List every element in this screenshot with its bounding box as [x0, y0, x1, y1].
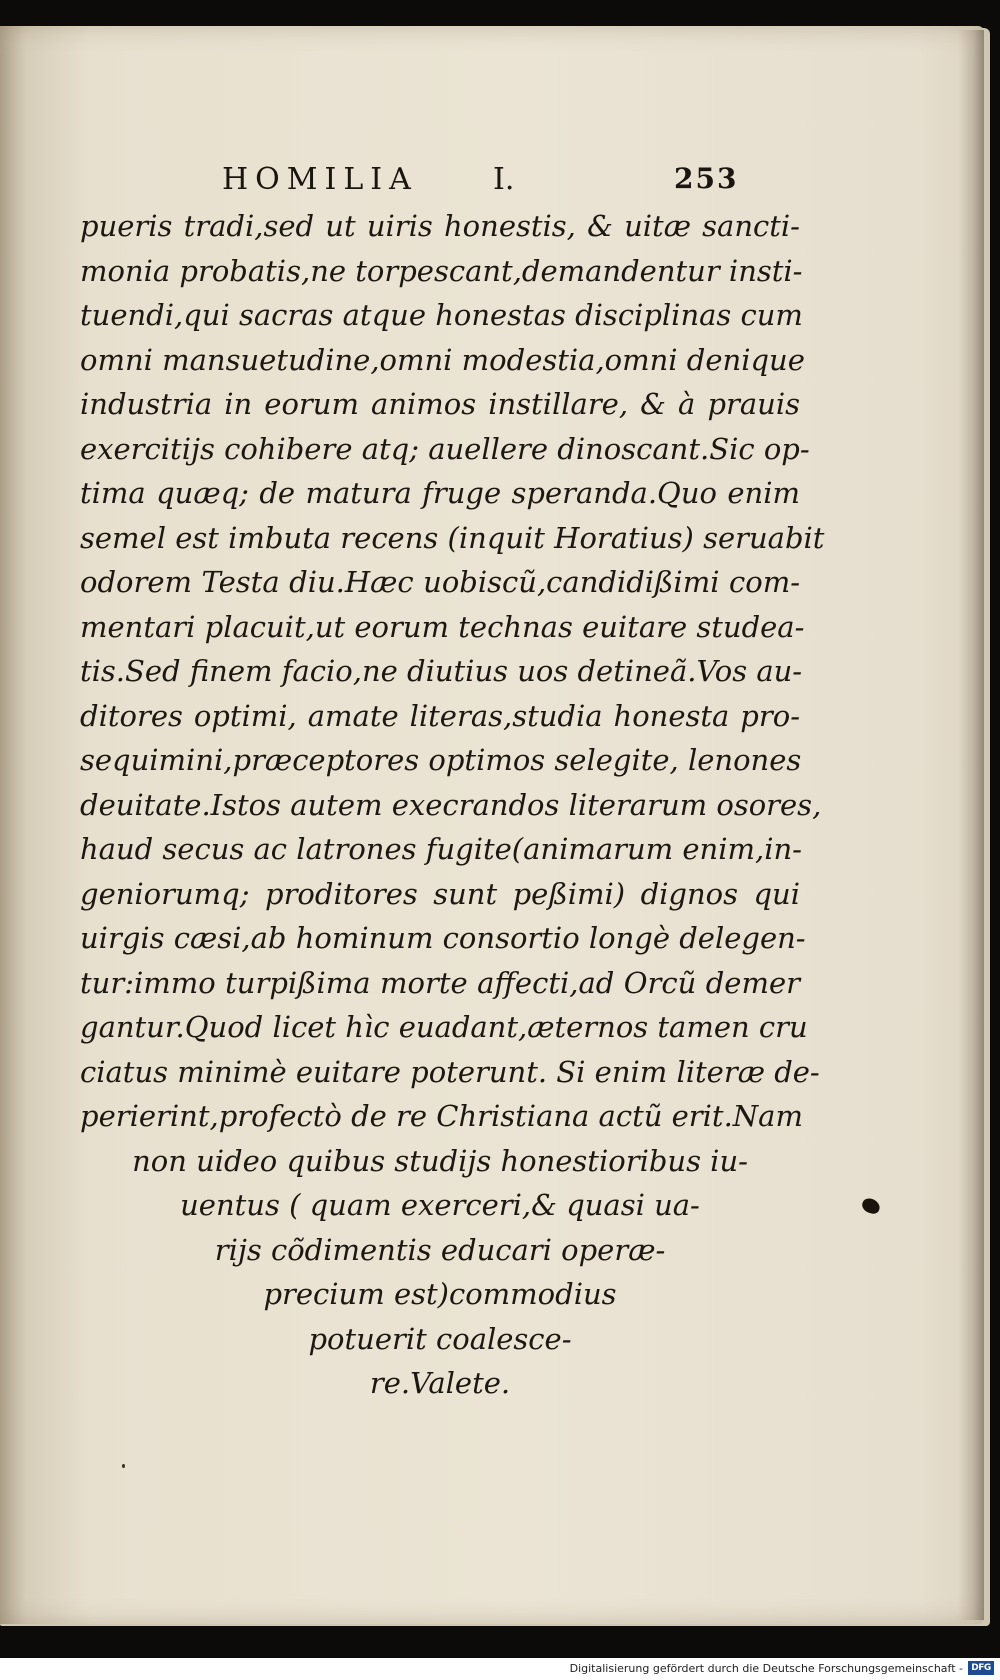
text-line — [80, 338, 805, 383]
text-line-content: industria in eorum animos instillare, & à prauis — [80, 387, 800, 421]
closing-line — [80, 1228, 800, 1273]
text-line — [80, 961, 800, 1006]
running-head — [0, 162, 984, 202]
text-line — [80, 1094, 803, 1139]
text-line — [80, 1005, 808, 1050]
text-line — [80, 1050, 820, 1095]
text-line-content: tuendi,qui sacras atque honestas disciplinas cum — [80, 298, 803, 332]
text-line-content: tis.Sed finem facio,ne diutius uos detineã.Vos au- — [80, 654, 803, 688]
text-line — [80, 872, 800, 917]
closing-line — [80, 1317, 800, 1362]
text-line — [80, 471, 800, 516]
text-line — [80, 649, 803, 694]
closing-line-content: potuerit coalesce- — [308, 1321, 572, 1356]
closing-line-content: precium est)commodius — [263, 1277, 617, 1311]
text-line-content: uirgis cæsi,ab hominum consortio longè delegen- — [80, 921, 806, 955]
text-line — [80, 560, 800, 605]
text-line-content: omni mansuetudine,omni modestia,omni denique — [80, 342, 805, 377]
homily-number: I. — [493, 162, 515, 197]
text-line-content: exercitijs cohibere atq; auellere dinoscant.Sic op- — [80, 431, 810, 466]
text-line — [80, 694, 800, 739]
book-page — [0, 26, 984, 1624]
text-line — [80, 605, 805, 650]
ink-blot — [860, 1196, 882, 1215]
text-line — [80, 293, 803, 338]
dfg-logo: DFG — [968, 1661, 994, 1675]
text-line — [80, 249, 803, 294]
text-line-content: ciatus minimè euitare poterunt. Si enim literæ de- — [80, 1054, 820, 1089]
text-line-content: haud secus ac latrones fugite(animarum enim,in- — [80, 832, 802, 866]
text-line-content: tima quæq; de matura fruge speranda.Quo enim — [80, 476, 800, 510]
closing-line-content: uentus ( quam exerceri,& quasi ua- — [180, 1188, 700, 1222]
closing-line — [80, 1183, 800, 1228]
text-line-content: tur:immo turpißima morte affecti,ad Orcũ demer — [80, 965, 800, 1000]
text-line-content: semel est imbuta recens (inquit Horatius) seruabit — [80, 520, 825, 555]
text-line — [80, 204, 800, 249]
closing-line — [80, 1272, 800, 1317]
text-line-content: mentari placuit,ut eorum technas euitare studea- — [80, 609, 805, 644]
funding-credit: Digitalisierung gefördert durch die Deutsche Forschungsgemeinschaft - — [569, 1662, 963, 1675]
text-line-content: perierint,profectò de re Christiana actũ erit.Nam — [80, 1099, 803, 1133]
footer-bar — [0, 1658, 1000, 1680]
text-line-content: geniorumq; proditores sunt peßimi) dignos qui — [80, 876, 800, 911]
text-line-content: monia probatis,ne torpescant,demandentur insti- — [80, 253, 803, 288]
closing-line-content: re.Valete. — [369, 1366, 511, 1400]
closing-line-content: non uideo quibus studijs honestioribus iu- — [132, 1143, 748, 1178]
running-head-title: HOMILIA — [222, 162, 418, 197]
text-line-content: ditores optimi, amate literas,studia honesta pro- — [80, 698, 800, 733]
text-line — [80, 827, 800, 872]
text-line-content: deuitate.Istos autem execrandos literarum osores, — [80, 787, 822, 822]
closing-line-content: rijs cõdimentis educari operæ- — [214, 1232, 666, 1267]
text-line — [80, 738, 800, 783]
text-line — [80, 427, 810, 472]
text-line-content: sequimini,præceptores optimos selegite, lenones — [80, 743, 802, 777]
body-text — [80, 204, 825, 1406]
closing-line — [80, 1361, 800, 1406]
text-line — [80, 916, 806, 961]
text-line — [80, 516, 825, 561]
text-line-content: odorem Testa diu.Hæc uobiscũ,candidißimi com- — [80, 565, 800, 599]
text-line-content: pueris tradi,sed ut uiris honestis, & uitæ sancti- — [80, 209, 800, 243]
text-line — [80, 783, 822, 828]
page-number: 253 — [674, 162, 739, 195]
text-line-content: gantur.Quod licet hìc euadant,æternos tamen cru — [80, 1010, 808, 1044]
text-line — [80, 382, 800, 427]
ink-speck — [122, 1464, 125, 1468]
closing-line — [80, 1139, 800, 1184]
page-edge — [958, 30, 984, 1620]
